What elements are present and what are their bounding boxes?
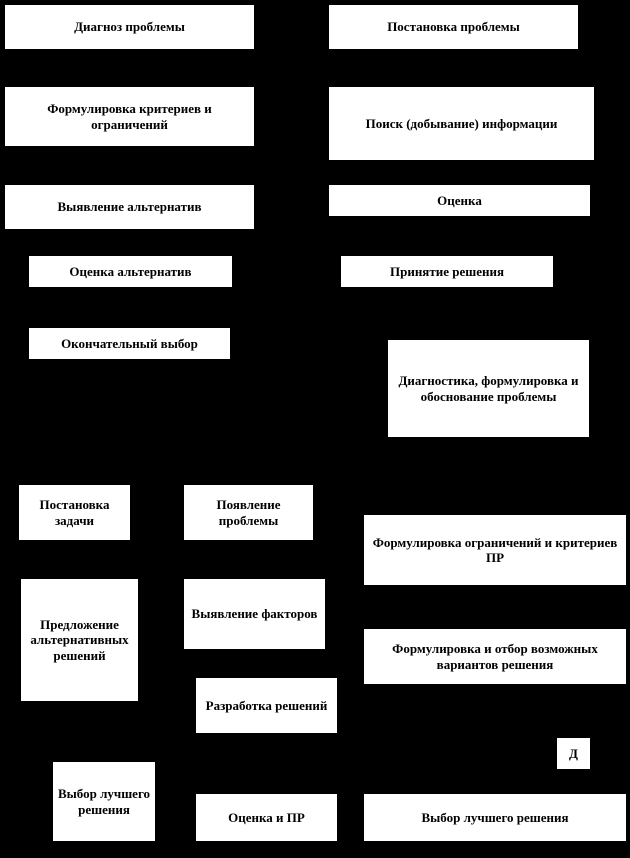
flow-box-diagnostika-formulirovka [387,339,590,438]
flow-box-ocenka-alternativ [28,255,233,288]
flow-box-formulirovka-kriteriev [4,86,255,147]
flow-box-vybor-luchshego-resheniya-left [52,761,156,842]
flow-box-razrabotka-reshenij [195,677,338,734]
flow-box-label: Д [569,745,578,761]
flow-box-prinyatie-resheniya [340,255,554,288]
flow-box-postanovka-problemy [328,4,579,50]
flow-box-diagnoz-problemy [4,4,255,50]
flow-box-label: Формулировка ограничений и критериев ПР [372,534,618,565]
flow-box-poisk-informacii [328,86,595,161]
flow-box-label: Выявление факторов [191,606,318,622]
flow-box-formulirovka-otbor [363,628,627,685]
flow-box-label: Диагностика, формулировка и обоснование проблемы [398,373,579,404]
flow-box-label: Формулировка и отбор возможных вариантов решения [392,641,598,672]
flow-box-vybor-luchshego-resheniya [363,793,627,842]
flow-box-vyyavlenie-faktorov [183,578,326,650]
flow-box-label: Появление проблемы [216,497,281,528]
flow-box-ocenka [328,184,591,217]
flow-box-label: Оценка и ПР [228,809,305,825]
flow-box-label: Разработка решений [205,697,328,713]
flow-box-label: Выбор лучшего решения [421,809,569,825]
flow-box-okonchatelnyj-vybor [28,327,231,360]
flow-box-label: Окончательный выбор [61,335,198,351]
flow-box-label: Постановка задачи [39,497,110,528]
flow-box-label: Выбор лучшего решения [57,786,151,817]
flow-box-label: Оценка альтернатив [69,263,192,279]
flow-box-label: Принятие решения [389,263,504,279]
flow-box-label: Формулировка критериев и ограничений [47,101,212,132]
flow-box-label: Оценка [437,192,482,208]
flow-box-formulirovka-ogranichenij [363,514,627,586]
flow-box-label: Предложение альтернативных решений [30,617,129,663]
flow-box-label: Выявление альтернатив [57,199,202,215]
flow-box-predlozhenie-alternativ [20,578,139,702]
flow-box-label: Диагноз проблемы [74,19,185,35]
flow-box-label: Поиск (добывание) информации [365,115,558,131]
flow-box-postanovka-zadachi [18,484,131,541]
flow-box-d-box [556,737,591,770]
flow-box-poyavlenie-problemy [183,484,314,541]
flow-box-ocenka-i-pr [195,793,338,842]
flow-box-label: Постановка проблемы [387,19,520,35]
flow-box-vyyavlenie-alternativ [4,184,255,230]
